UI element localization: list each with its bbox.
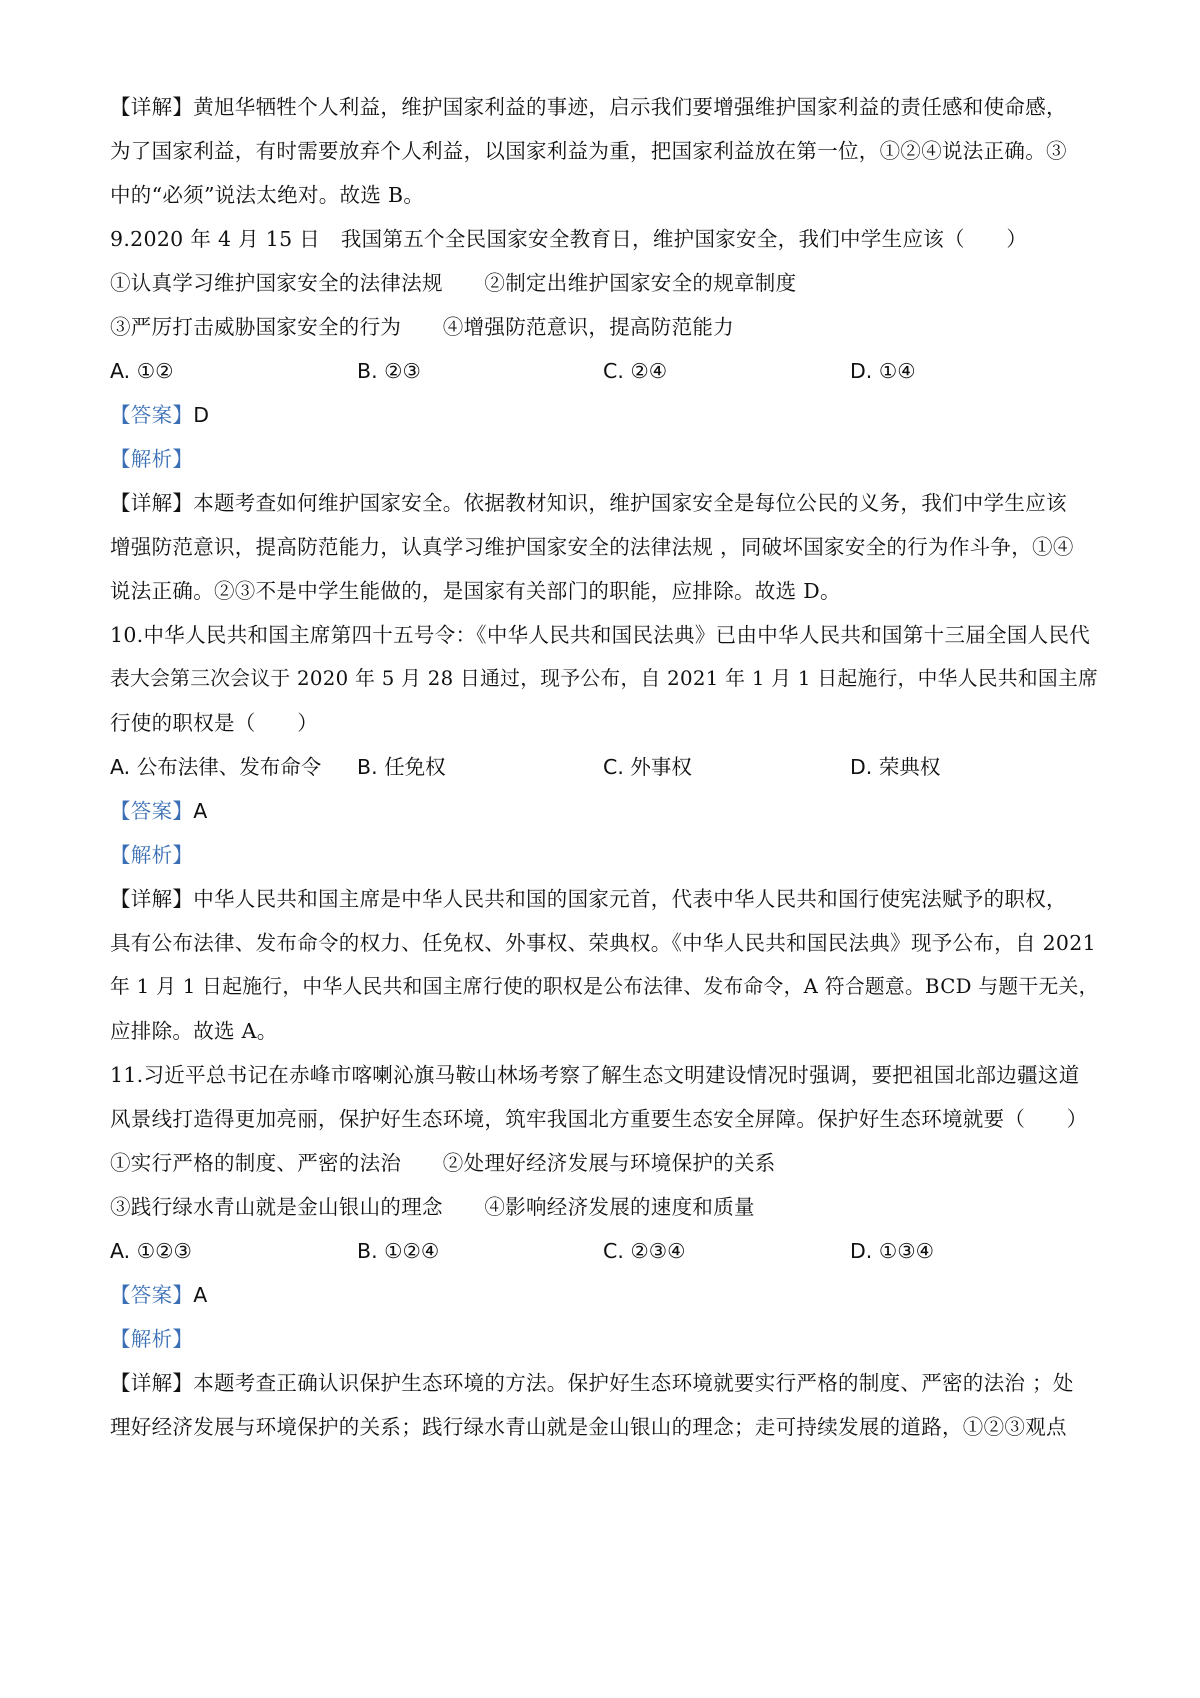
q11-option-b: B. ①②④ (357, 1239, 440, 1263)
q11-answer-tag: 【答案】 (110, 1283, 194, 1307)
q8-detail-line-1: 【详解】黄旭华牺牲个人利益，维护国家利益的事迹，启示我们要增强维护国家利益的责任感和使命感， (110, 95, 1067, 119)
q9-detail-tag: 【详解】 (110, 491, 194, 515)
q9-option-c: C. ②④ (603, 359, 668, 383)
q9-stem: 9.2020 年 4 月 15 日 我国第五个全民国家安全教育日，维护国家安全，我们中学生应该（ ） (110, 227, 1028, 251)
q9-detail-line-1: 【详解】本题考查如何维护国家安全。依据教材知识，维护国家安全是每位公民的义务，我们中学生应该 (110, 491, 1067, 515)
q9-answer-line (110, 400, 1100, 430)
q11-analysis-tag: 【解析】 (110, 1327, 194, 1351)
q9-option-b: B. ②③ (357, 359, 421, 383)
q11-statements-2: ③践行绿水青山就是金山银山的理念 ④影响经济发展的速度和质量 (110, 1195, 755, 1219)
q10-detail-line-3: 年 1 月 1 日起施行，中华人民共和国主席行使的职权是公布法律、发布命令，A 符合题意。BCD 与题干无关， (110, 975, 1099, 998)
q9-answer-tag: 【答案】 (110, 403, 194, 427)
q10-analysis-tag: 【解析】 (110, 843, 194, 867)
q11-stem-line-1: 11.习近平总书记在赤峰市喀喇沁旗马鞍山林场考察了解生态文明建设情况时强调，要把祖国北部边疆这道 (110, 1063, 1080, 1087)
q11-answer-line (110, 1280, 1100, 1310)
q11-detail-line-1: 【详解】本题考查正确认识保护生态环境的方法。保护好生态环境就要实行严格的制度、严密的法治 ；处 (110, 1371, 1074, 1395)
q9-option-d: D. ①④ (850, 359, 916, 383)
q11-statements-1: ①实行严格的制度、严密的法治 ②处理好经济发展与环境保护的关系 (110, 1151, 776, 1175)
q10-stem-line-2: 表大会第三次会议于 2020 年 5 月 28 日通过，现予公布，自 2021 年 1 月 1 日起施行，中华人民共和国主席 (110, 667, 1099, 690)
q11-option-d: D. ①③④ (850, 1239, 934, 1263)
q11-answer: A (193, 1283, 208, 1307)
q10-detail-line-1: 【详解】中华人民共和国主席是中华人民共和国的国家元首，代表中华人民共和国行使宪法赋予的职权， (110, 887, 1067, 911)
q10-option-c: C. 外事权 (603, 755, 692, 779)
q11-detail-tag: 【详解】 (110, 1371, 194, 1395)
q8-detail-line-3: 中的“必须”说法太绝对。故选 B。 (110, 183, 425, 207)
q10-option-a: A. 公布法律、发布命令 (110, 755, 322, 779)
q11-stem-line-2: 风景线打造得更加亮丽，保护好生态环境，筑牢我国北方重要生态安全屏障。保护好生态环境就要（ ） (110, 1107, 1088, 1131)
q10-detail-line-2: 具有公布法律、发布命令的权力、任免权、外事权、荣典权。《中华人民共和国民法典》现予公布，自 2021 (110, 931, 1096, 955)
q10-stem-line-3: 行使的职权是（ ） (110, 711, 318, 735)
q8-detail-line-2: 为了国家利益，有时需要放弃个人利益，以国家利益为重，把国家利益放在第一位，①②④说法正确。③ (110, 139, 1067, 163)
q9-detail-line-3: 说法正确。②③不是中学生能做的，是国家有关部门的职能，应排除。故选 D。 (110, 579, 841, 603)
q9-option-a: A. ①② (110, 359, 174, 383)
q10-option-d: D. 荣典权 (850, 755, 941, 779)
q10-answer-line (110, 796, 1100, 826)
q9-analysis-tag: 【解析】 (110, 447, 194, 471)
q11-option-c: C. ②③④ (603, 1239, 686, 1263)
q11-detail-line-2: 理好经济发展与环境保护的关系；践行绿水青山就是金山银山的理念；走可持续发展的道路，①②③观点 (110, 1415, 1067, 1439)
q9-statements-2: ③严厉打击威胁国家安全的行为 ④增强防范意识，提高防范能力 (110, 315, 734, 339)
q9-statements-1: ①认真学习维护国家安全的法律法规 ②制定出维护国家安全的规章制度 (110, 271, 797, 295)
q10-option-b: B. 任免权 (357, 755, 446, 779)
q10-detail-tag: 【详解】 (110, 887, 194, 911)
q10-detail-line-4: 应排除。故选 A。 (110, 1019, 278, 1043)
q10-stem-line-1: 10.中华人民共和国主席第四十五号令：《中华人民共和国民法典》已由中华人民共和国第十三届全国人民代 (110, 623, 1091, 647)
q8-detail-tag: 【详解】 (110, 95, 194, 119)
q9-detail-line-2: 增强防范意识，提高防范能力，认真学习维护国家安全的法律法规 ，同破坏国家安全的行为作斗争，①④ (110, 535, 1074, 559)
q11-option-a: A. ①②③ (110, 1239, 192, 1263)
q10-answer-tag: 【答案】 (110, 799, 194, 823)
q9-answer: D (193, 403, 210, 427)
q10-answer: A (193, 799, 208, 823)
